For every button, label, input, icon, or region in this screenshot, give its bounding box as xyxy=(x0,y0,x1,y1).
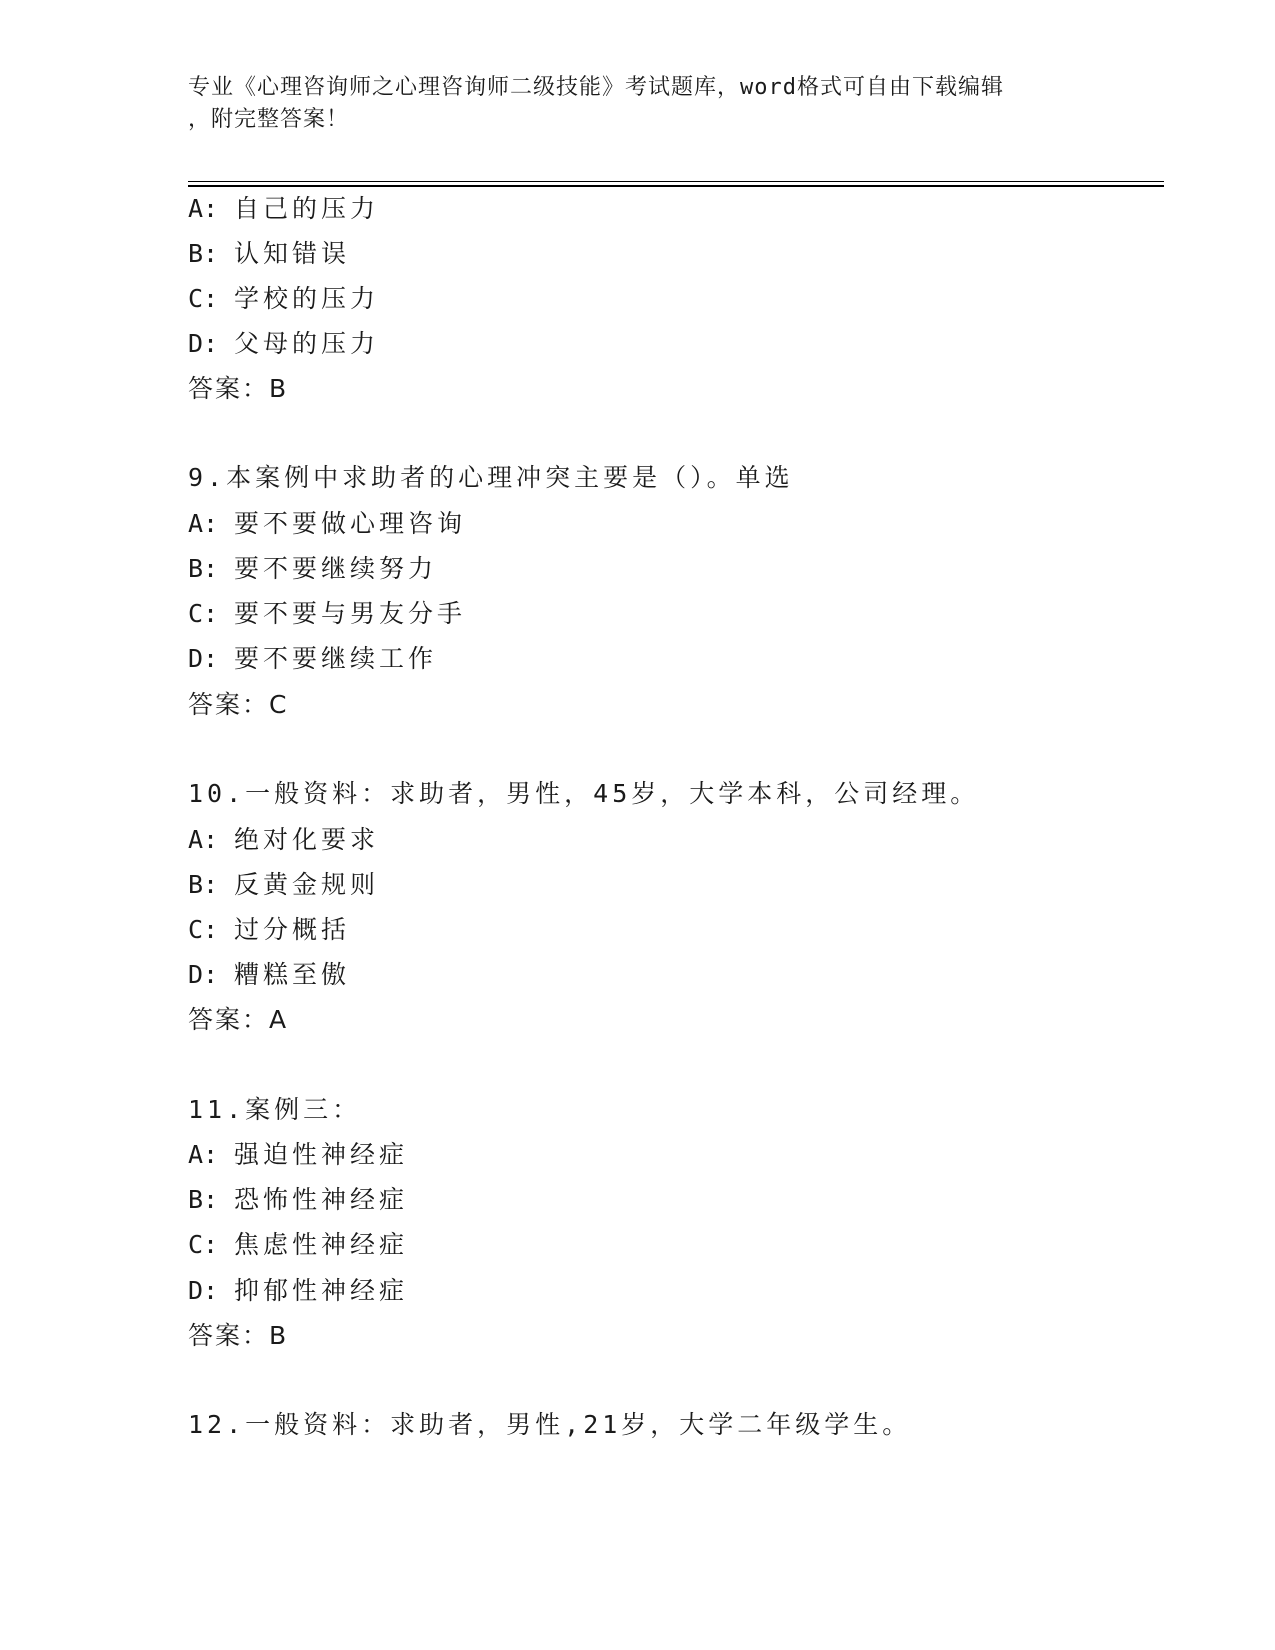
header-rule-thick xyxy=(188,185,1164,187)
q8-option-a: A: 自己的压力 xyxy=(188,194,380,223)
q10-option-b: B: 反黄金规则 xyxy=(188,870,380,899)
q8-answer: 答案：B xyxy=(188,374,289,403)
q8-option-b: B: 认知错误 xyxy=(188,239,351,268)
q9-option-d: D: 要不要继续工作 xyxy=(188,644,438,673)
q9-answer: 答案：C xyxy=(188,690,289,719)
header-line-2: ，附完整答案！ xyxy=(188,107,350,132)
q11-option-a: A: 强迫性神经症 xyxy=(188,1140,409,1169)
q11-option-d: D: 抑郁性神经症 xyxy=(188,1276,409,1305)
q11-option-c: C: 焦虑性神经症 xyxy=(188,1230,409,1259)
q10-option-a: A: 绝对化要求 xyxy=(188,825,380,854)
document-header xyxy=(188,72,1088,136)
q11-question: 11.案例三： xyxy=(188,1095,362,1124)
q8-option-c: C: 学校的压力 xyxy=(188,284,380,313)
q11-answer: 答案：B xyxy=(188,1321,289,1350)
q9-question: 9.本案例中求助者的心理冲突主要是（）。单选 xyxy=(188,463,794,492)
q10-answer: 答案：A xyxy=(188,1005,289,1034)
q8-option-d: D: 父母的压力 xyxy=(188,329,380,358)
q10-option-c: C: 过分概括 xyxy=(188,915,351,944)
q9-option-a: A: 要不要做心理咨询 xyxy=(188,509,467,538)
q9-option-b: B: 要不要继续努力 xyxy=(188,554,438,583)
q10-option-d: D: 糟糕至傲 xyxy=(188,960,351,989)
header-line-1: 专业《心理咨询师之心理咨询师二级技能》考试题库，word格式可自由下载编辑 xyxy=(188,75,1004,100)
q9-option-c: C: 要不要与男友分手 xyxy=(188,599,467,628)
q10-question: 10.一般资料：求助者，男性，45岁，大学本科，公司经理。 xyxy=(188,779,980,808)
q12-question: 12.一般资料：求助者，男性,21岁，大学二年级学生。 xyxy=(188,1410,912,1439)
header-rule-thin xyxy=(188,181,1164,182)
q11-option-b: B: 恐怖性神经症 xyxy=(188,1185,409,1214)
